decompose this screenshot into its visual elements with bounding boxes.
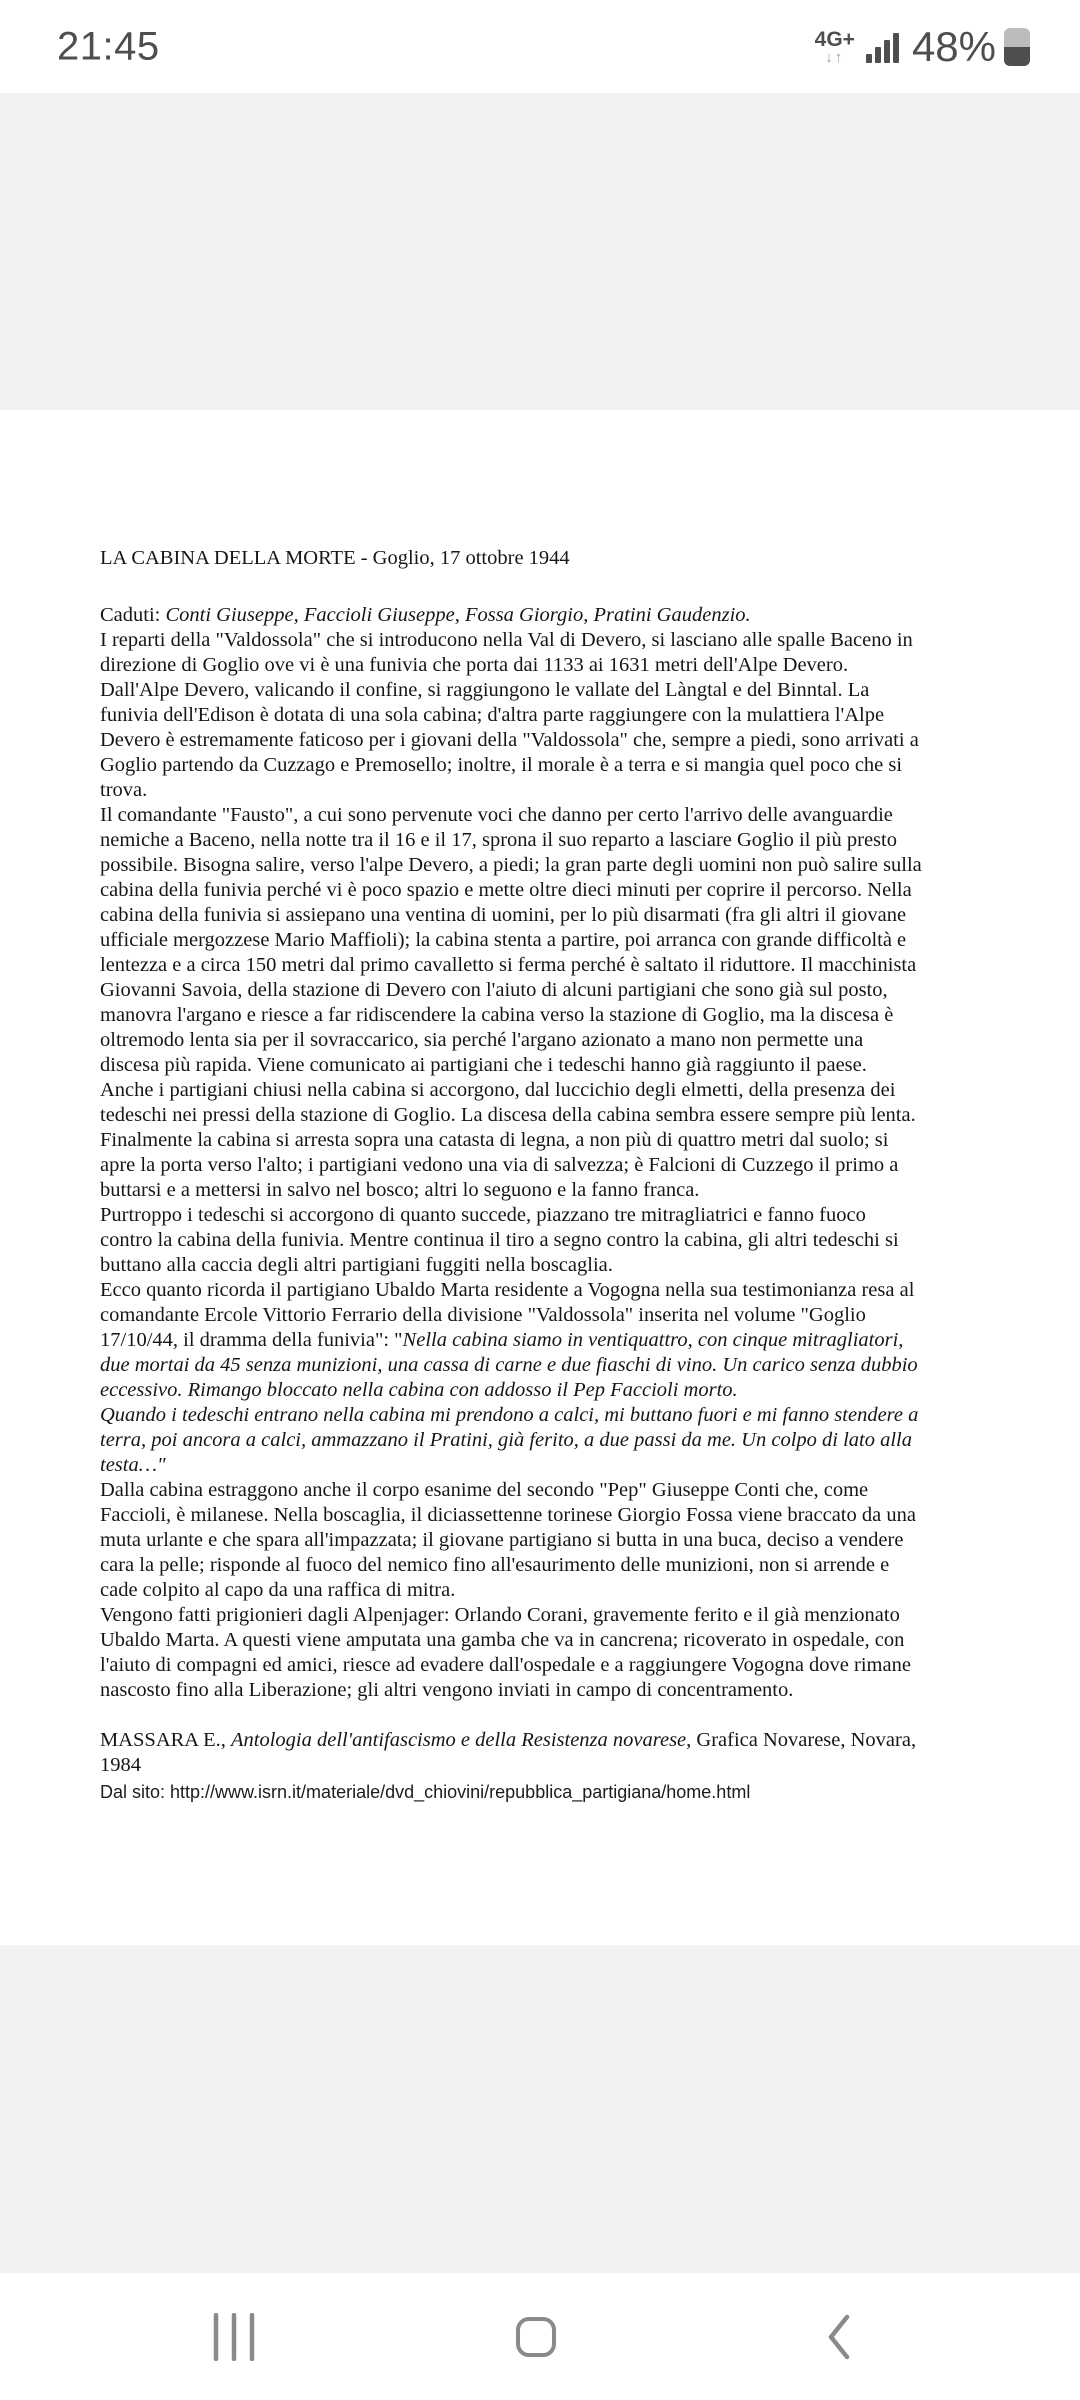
text-line: Quando i tedeschi entrano nella cabina mi prendono a calci, mi buttano fuori e mi fanno stendere a (100, 1404, 919, 1426)
text-line: Il comandante "Fausto", a cui sono pervenute voci che danno per certo l'arrivo delle avanguardie (100, 804, 893, 826)
text-line: tedeschi nei pressi della stazione di Goglio. La discesa della cabina sembra essere sempre più lenta. (100, 1104, 916, 1126)
pdf-page[interactable] (0, 410, 1080, 1945)
battery-charge-level (1004, 47, 1030, 65)
network-type-label: 4G+ (814, 27, 855, 51)
text-line: manovra l'argano e riesce a far ridiscendere la cabina verso la stazione di Goglio, ma la discesa è (100, 1004, 894, 1026)
recents-icon (212, 2313, 256, 2361)
navigation-bar (0, 2273, 1080, 2400)
text-line: MASSARA E., Antologia dell'antifascismo e della Resistenza novarese, Grafica Novarese, Novara, (100, 1729, 917, 1751)
text-line: Ecco quanto ricorda il partigiano Ubaldo Marta residente a Vogogna nella sua testimonianza resa al (100, 1279, 915, 1301)
text-line: Devero è estremamente faticoso per i giovani della "Valdossola" che, sempre a piedi, sono arrivati a (100, 729, 919, 751)
text-line: 1984 (100, 1754, 141, 1776)
text-line: 17/10/44, il dramma della funivia": "Nella cabina siamo in ventiquattro, con cinque mitragliatori, (100, 1329, 904, 1351)
battery-percentage: 48% (911, 22, 996, 70)
text-line: l'aiuto di compagni ed amici, riesce ad evadere dall'ospedale e a raggiungere Vogogna dove rimane (100, 1654, 911, 1676)
back-icon (824, 2313, 852, 2361)
text-line: buttarsi e a mettersi in salvo nel bosco; altri lo seguono e la fanno franca. (100, 1179, 700, 1201)
text-line: direzione di Goglio ove vi è una funivia che porta dai 1133 ai 1631 metri dell'Alpe Devero. (100, 654, 849, 676)
text-line: cara la pelle; risponde al fuoco del nemico fino all'esaurimento delle munizioni, non si arrende e (100, 1554, 890, 1576)
text-line: funivia dell'Edison è dotata di una sola cabina; d'altra parte raggiungere con la mulattiera l'Alpe (100, 704, 885, 726)
document-body (100, 603, 922, 1703)
text-line: terra, poi ancora a calci, ammazzano il Pratini, già ferito, a due passi da me. Un colpo di lato alla (100, 1429, 912, 1451)
text-line: Faccioli, è milanese. Nella boscaglia, il diciassettenne torinese Giorgio Fossa viene braccato da una (100, 1504, 916, 1526)
text-line: I reparti della "Valdossola" che si introducono nella Val di Devero, si lasciano alle spalle Baceno in (100, 629, 913, 651)
document-title: LA CABINA DELLA MORTE - Goglio, 17 ottobre 1944 (100, 547, 570, 569)
text-line: muta urlante e che spara all'impazzata; il giovane partigiano si butta in una buca, deciso a vendere (100, 1529, 904, 1551)
text-line: cabina della funivia si assiepano una ventina di uomini, per lo più disarmati (fra gli altri il giovane (100, 904, 907, 926)
nav-back-button[interactable] (778, 2273, 898, 2400)
viewer-background-top (0, 93, 1080, 410)
text-line: Caduti: Conti Giuseppe, Faccioli Giuseppe, Fossa Giorgio, Pratini Gaudenzio. (100, 604, 751, 626)
text-line: nascosto fino alla Liberazione; gli altri vengono inviati in campo di concentramento. (100, 1679, 794, 1701)
text-line: nemiche a Baceno, nella notte tra il 16 e il 17, sprona il suo reparto a lasciare Goglio il più presto (100, 829, 897, 851)
text-line: Purtroppo i tedeschi si accorgono di quanto succede, piazzano tre mitragliatrici e fanno fuoco (100, 1204, 866, 1226)
text-line: trova. (100, 779, 148, 801)
text-line: Ubaldo Marta. A questi viene amputata una gamba che va in cancrena; ricoverato in ospedale, con (100, 1629, 905, 1651)
text-line: buttano alla caccia degli altri partigiani fuggiti nella boscaglia. (100, 1254, 613, 1276)
text-line: lentezza e a circa 150 metri dal primo cavalletto si ferma perché è saltato il riduttore. Il macchinista (100, 954, 917, 976)
network-type-indicator (815, 29, 855, 65)
text-line: due mortai da 45 senza munizioni, una cassa di carne e due fiaschi di vino. Un carico senza dubbio (100, 1354, 918, 1376)
nav-recents-button[interactable] (174, 2273, 294, 2400)
text-line: Finalmente la cabina si arresta sopra una catasta di legna, a non più di quattro metri dal suolo; si (100, 1129, 889, 1151)
text-line: Anche i partigiani chiusi nella cabina si accorgono, dal luccichio degli elmetti, della presenza dei (100, 1079, 896, 1101)
text-line: contro la cabina della funivia. Mentre continua il tiro a segno contro la cabina, gli altri tedeschi si (100, 1229, 899, 1251)
text-line: apre la porta verso l'alto; i partigiani vedono una via di salvezza; è Falcioni di Cuzzego il primo a (100, 1154, 899, 1176)
status-clock: 21:45 (57, 24, 160, 68)
text-line: cade colpito al capo da una raffica di mitra. (100, 1579, 456, 1601)
text-line: Dalla cabina estraggono anche il corpo esanime del secondo "Pep" Giuseppe Conti che, come (100, 1479, 869, 1501)
status-bar (0, 0, 1080, 93)
text-line: eccessivo. Rimango bloccato nella cabina con addosso il Pep Faccioli morto. (100, 1379, 738, 1401)
home-icon (516, 2317, 556, 2357)
text-line: ufficiale mergozzese Mario Maffioli); la cabina stenta a partire, poi arranca con grande difficoltà e (100, 929, 907, 951)
source-url-line: Dal sito: http://www.isrn.it/materiale/dvd_chiovini/repubblica_partigiana/home.html (100, 1782, 751, 1802)
viewer-background-bottom (0, 1945, 1080, 2273)
text-line: oltremodo lenta sia per il sovraccarico, sia perché l'argano azionato a mano non permette una (100, 1029, 864, 1051)
text-line: Goglio partendo da Cuzzago e Premosello; inoltre, il morale è a terra e si mangia quel poco che si (100, 754, 903, 776)
bibliography (100, 1728, 916, 1778)
text-line: Dall'Alpe Devero, valicando il confine, si raggiungono le vallate del Làngtal e del Binntal. La (100, 679, 870, 701)
status-icons-cluster (815, 23, 1030, 71)
text-line: Giovanni Savoia, della stazione di Devero con l'aiuto di alcuni partigiani che sono già sul posto, (100, 979, 888, 1001)
nav-home-button[interactable] (476, 2273, 596, 2400)
text-line: comandante Ercole Vittorio Ferrario della divisione "Valdossola" inserita nel volume "Goglio (100, 1304, 866, 1326)
data-activity-arrows-icon: ↓↑ (825, 48, 845, 66)
text-line: discesa più rapida. Viene comunicato ai partigiani che i tedeschi hanno già raggiunto il paese. (100, 1054, 867, 1076)
text-line: cabina della funivia perché vi è poco spazio e mette oltre dieci minuti per coprire il percorso. Nella (100, 879, 912, 901)
battery-icon (1004, 28, 1030, 66)
text-line: possibile. Bisogna salire, verso l'alpe Devero, a piedi; la gran parte degli uomini non può salire sulla (100, 854, 922, 876)
signal-strength-icon (866, 31, 900, 63)
text-line: testa…" (100, 1454, 166, 1476)
text-line: Vengono fatti prigionieri dagli Alpenjager: Orlando Corani, gravemente ferito e il già menzionato (100, 1604, 900, 1626)
